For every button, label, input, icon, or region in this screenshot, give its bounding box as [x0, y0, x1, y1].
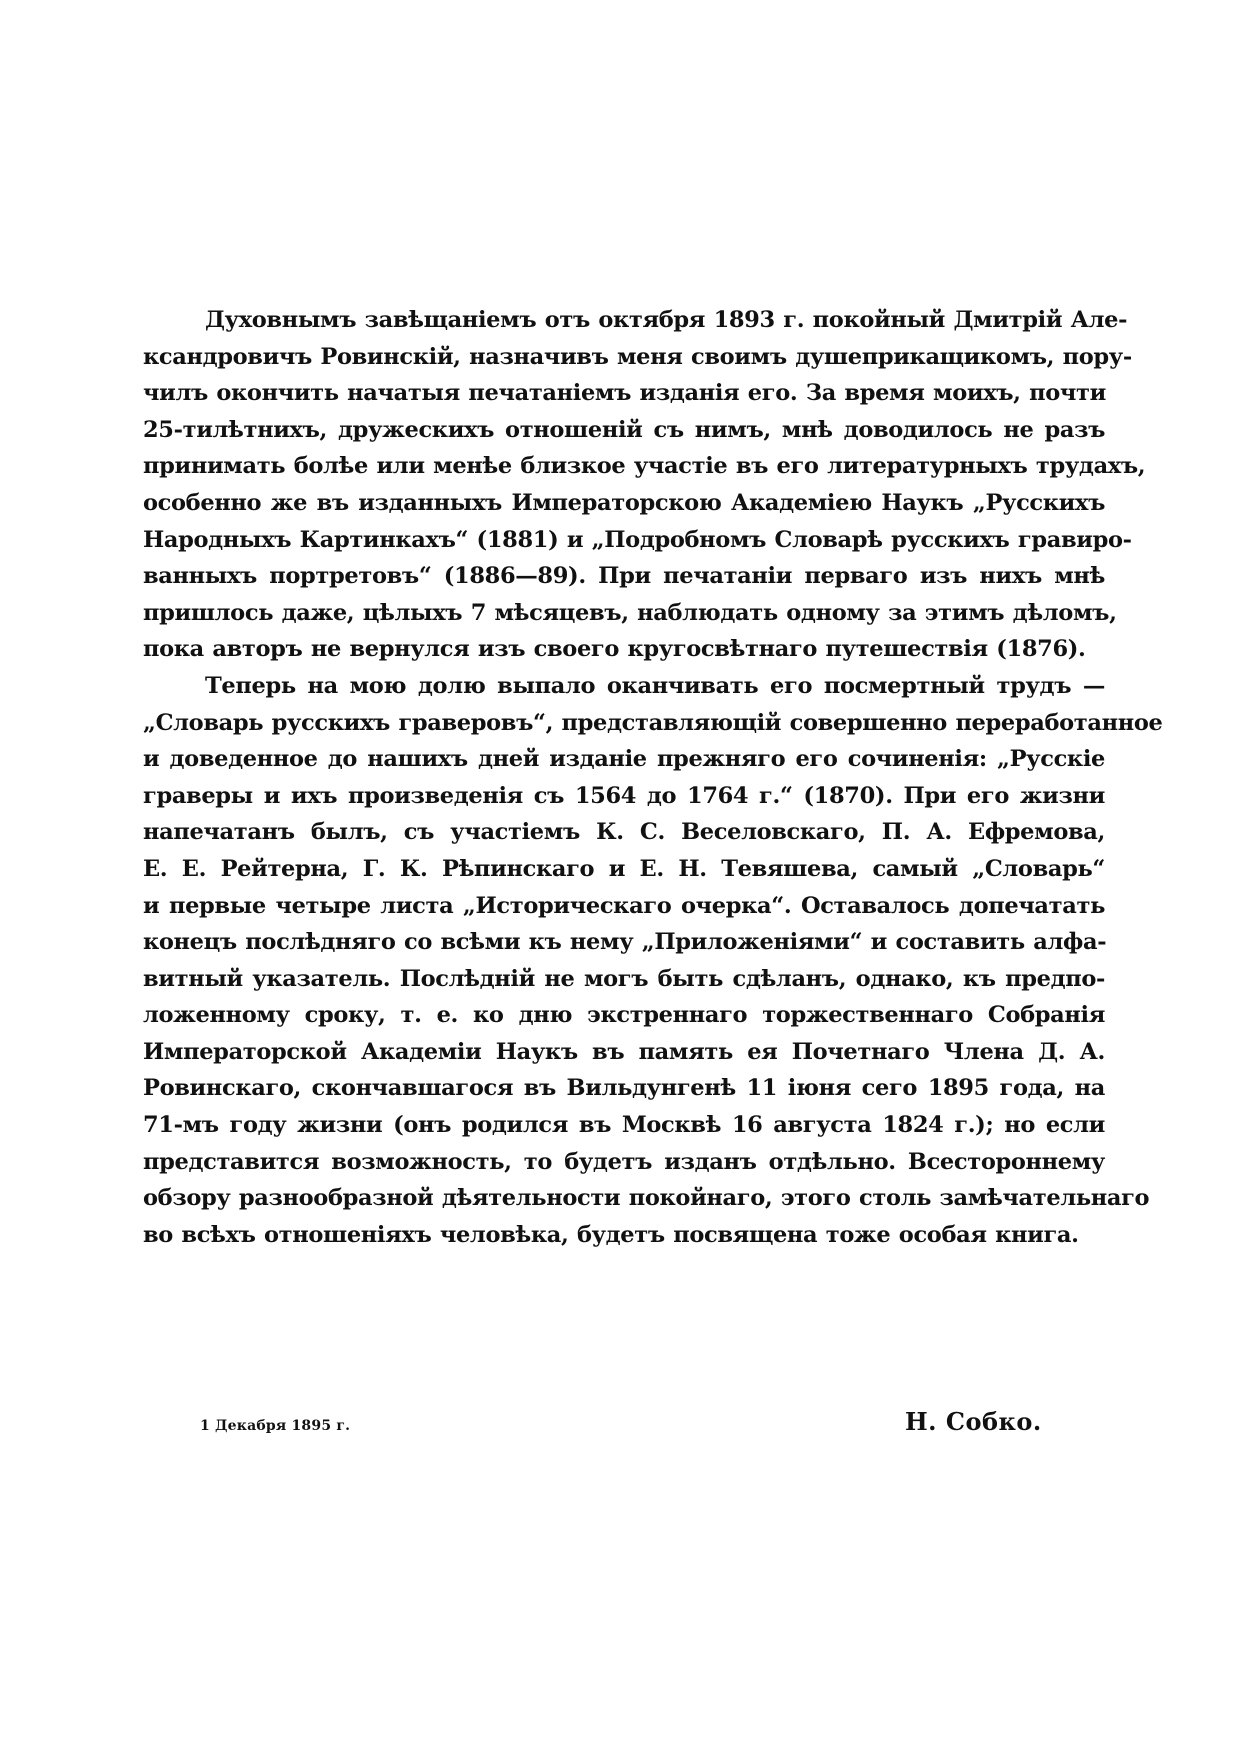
text-line: витный указатель. Послѣдній не могъ быть сдѣланъ, однако, къ предпо-: [143, 965, 1105, 992]
text-line: представится возможность, то будетъ изданъ отдѣльно. Всестороннему: [143, 1148, 1105, 1175]
text-line: принимать болѣе или менѣе близкое участіе въ его литературныхъ трудахъ,: [143, 453, 1146, 480]
text-line: Духовнымъ завѣщаніемъ отъ октября 1893 г. покойный Дмитрій Але-: [205, 307, 1128, 333]
text-line: чилъ окончить начатыя печатаніемъ изданія его. За время моихъ, почти: [143, 380, 1106, 407]
text-line: Императорской Академіи Наукъ въ память ея Почетнаго Члена Д. А.: [143, 1038, 1105, 1065]
text-line: Е. Е. Рейтерна, Г. К. Рѣпинскаго и Е. Н. Тевяшева, самый „Словарь“: [143, 855, 1105, 882]
text-line: и первые четыре листа „Историческаго очерка“. Оставалось допечатать: [143, 892, 1105, 919]
text-line: обзору разнообразной дѣятельности покойнаго, этого столь замѣчательнаго: [143, 1185, 1150, 1212]
text-line: ложенному сроку, т. е. ко дню экстреннаго торжественнаго Собранія: [143, 1002, 1105, 1029]
footer-date: 1 Декабря 1895 г.: [200, 1418, 351, 1434]
text-line: конецъ послѣдняго со всѣми къ нему „Приложеніями“ и составить алфа-: [143, 929, 1107, 956]
text-line: пришлось даже, цѣлыхъ 7 мѣсяцевъ, наблюдать одному за этимъ дѣломъ,: [143, 599, 1117, 626]
paragraph-2: [143, 668, 1163, 1254]
text-line: граверы и ихъ произведенія съ 1564 до 1764 г.“ (1870). При его жизни: [143, 782, 1105, 809]
footer-signature: Н. Собко.: [905, 1407, 1042, 1436]
body-text: [143, 302, 1163, 1253]
text-line: 25-тилѣтнихъ, дружескихъ отношеній съ нимъ, мнѣ доводилось не разъ: [143, 416, 1105, 443]
text-line: ванныхъ портретовъ“ (1886—89). При печатаніи перваго изъ нихъ мнѣ: [143, 563, 1105, 590]
text-line: во всѣхъ отношеніяхъ человѣка, будетъ посвящена тоже особая книга.: [143, 1221, 1079, 1248]
text-line: особенно же въ изданныхъ Императорскою Академіею Наукъ „Русскихъ: [143, 489, 1105, 516]
text-line: Теперь на мою долю выпало оканчивать его посмертный трудъ —: [205, 672, 1105, 699]
text-line: пока авторъ не вернулся изъ своего кругосвѣтнаго путешествія (1876).: [143, 636, 1086, 663]
text-line: 71-мъ году жизни (онъ родился въ Москвѣ 16 августа 1824 г.); но если: [143, 1112, 1105, 1139]
text-line: ксандровичъ Ровинскій, назначивъ меня своимъ душеприкащикомъ, пору-: [143, 343, 1132, 370]
text-line: „Словарь русскихъ граверовъ“, представляющій совершенно переработанное: [143, 709, 1163, 736]
paragraph-1: [143, 302, 1146, 668]
text-line: Народныхъ Картинкахъ“ (1881) и „Подробномъ Словарѣ русскихъ гравиро-: [143, 526, 1132, 553]
text-line: напечатанъ былъ, съ участіемъ К. С. Веселовскаго, П. А. Ефремова,: [143, 819, 1105, 846]
text-line: и доведенное до нашихъ дней изданіе прежняго его сочиненія: „Русскіе: [143, 746, 1105, 773]
text-line: Ровинскаго, скончавшагося въ Вильдунгенѣ 11 іюня сего 1895 года, на: [143, 1075, 1105, 1102]
